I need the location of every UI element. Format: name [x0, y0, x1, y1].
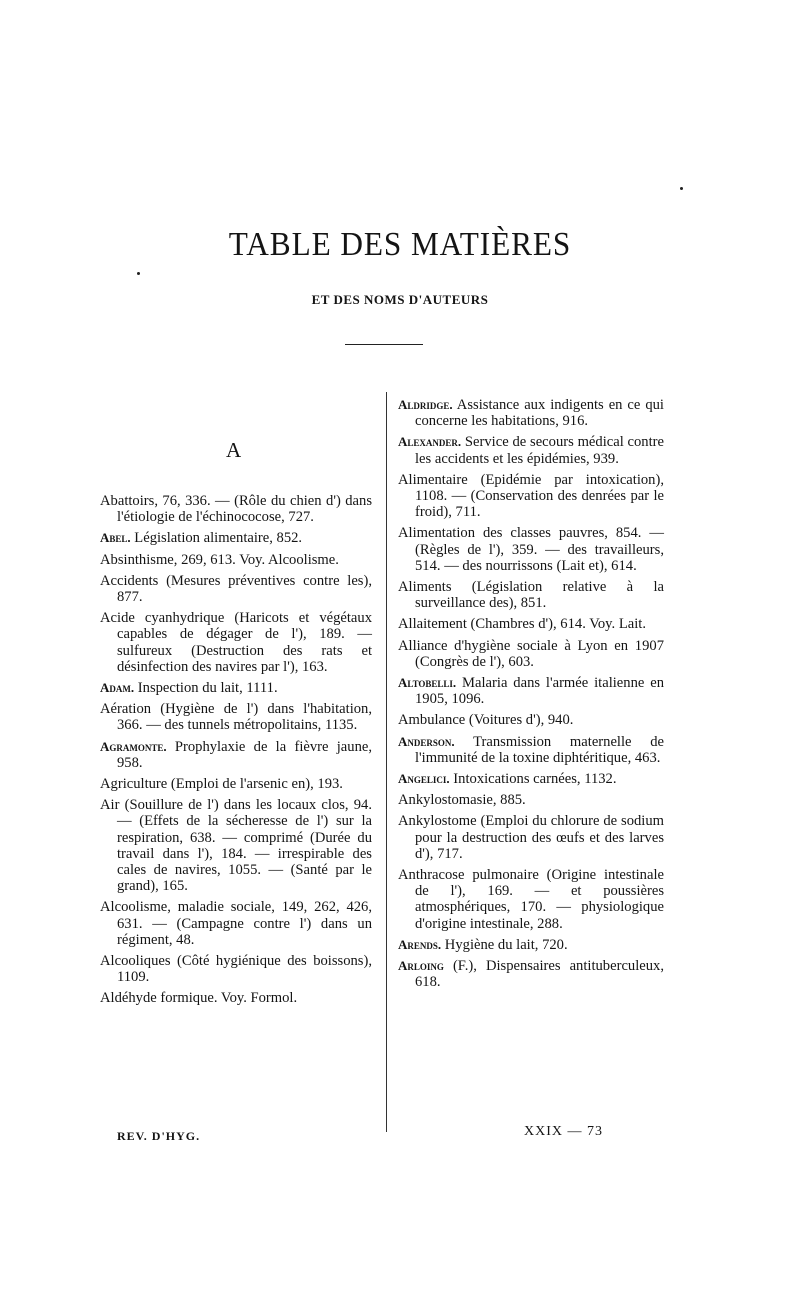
- entry-author: Adam.: [100, 680, 135, 696]
- entry-text: Alimentation des classes pauvres, 854. — (Règles de l'), 359. — des travailleurs, 514. — des nourrissons (Lait et), 614.: [398, 525, 664, 574]
- entry-text: Ambulance (Voitures d'), 940.: [398, 712, 574, 729]
- entry-text: Alliance d'hygiène sociale à Lyon en 1907 (Congrès de l'), 603.: [398, 637, 664, 670]
- index-entry: [100, 573, 372, 605]
- entry-text: Malaria dans l'armée italienne en 1905, 1096.: [415, 675, 664, 708]
- speck-mark: [680, 187, 683, 190]
- speck-mark: [137, 272, 140, 275]
- entry-text: Inspection du lait, 1111.: [134, 680, 278, 697]
- entry-text: Acide cyanhydrique (Haricots et végétaux capables de dégager de l'), 189. — sulfureux (Destruction des rats et désinfection des navires par l'), 163.: [100, 610, 372, 675]
- index-entry: [398, 813, 664, 862]
- footer-signature: XXIX — 73: [524, 1124, 603, 1139]
- index-entry: [398, 937, 664, 953]
- entry-author: Alexander.: [398, 434, 462, 450]
- index-entry: [398, 434, 664, 466]
- index-entry: [398, 616, 664, 632]
- entry-text: Ankylostomasie, 885.: [398, 792, 526, 809]
- entry-author: Arends.: [398, 936, 442, 952]
- entry-author: Anderson.: [398, 733, 455, 749]
- entry-text: Aliments (Législation relative à la surveillance des), 851.: [398, 579, 664, 612]
- left-column: [100, 493, 372, 1012]
- index-entry: [100, 680, 372, 696]
- entry-text: Aldéhyde formique. Voy. Formol.: [100, 990, 298, 1007]
- index-entry: [100, 552, 372, 568]
- index-entry: [100, 953, 372, 985]
- entry-text: Absinthisme, 269, 613. Voy. Alcoolisme.: [100, 551, 339, 568]
- index-entry: [398, 734, 664, 766]
- entry-text: Accidents (Mesures préventives contre les), 877.: [100, 572, 372, 606]
- entry-author: Altobelli.: [398, 675, 457, 691]
- entry-text: Allaitement (Chambres d'), 614. Voy. Lait.: [398, 616, 646, 633]
- entry-text: Agriculture (Emploi de l'arsenic en), 193.: [100, 776, 343, 793]
- index-entry: [100, 899, 372, 948]
- footer-journal: REV. D'HYG.: [117, 1129, 201, 1143]
- entry-text: Législation alimentaire, 852.: [130, 530, 303, 547]
- index-entry: [398, 867, 664, 932]
- entry-text: Alcoolisme, maladie sociale, 149, 262, 426, 631. — (Campagne contre l') dans un régiment, 48.: [100, 899, 372, 948]
- title-rule: [345, 344, 423, 345]
- index-entry: [398, 792, 664, 808]
- section-letter: A: [226, 438, 242, 462]
- entry-text: Alcooliques (Côté hygiénique des boissons), 1109.: [100, 953, 372, 986]
- entry-text: Prophylaxie de la fièvre jaune, 958.: [117, 738, 372, 771]
- index-entry: [398, 712, 664, 728]
- page-subtitle: ET DES NOMS D'AUTEURS: [311, 292, 489, 307]
- index-entry: [100, 701, 372, 733]
- entry-text: Hygiène du lait, 720.: [441, 936, 568, 953]
- entry-text: Assistance aux indigents en ce qui concerne les habitations, 916.: [415, 397, 664, 430]
- index-entry: [100, 776, 372, 792]
- entry-text: Service de secours médical contre les accidents et les épidémies, 939.: [415, 434, 664, 467]
- entry-text: Abattoirs, 76, 336. — (Rôle du chien d') dans l'étiologie de l'échinococose, 727.: [100, 493, 372, 526]
- entry-author: Arloing: [398, 958, 444, 974]
- index-entry: [100, 797, 372, 894]
- entry-author: Aldridge.: [398, 397, 453, 412]
- index-entry: [100, 990, 372, 1006]
- page-title: TABLE DES MATIÈRES: [228, 226, 572, 263]
- entry-text: Alimentaire (Epidémie par intoxication), 1108. — (Conservation des denrées par le froid), 711.: [398, 471, 664, 521]
- index-entry: [398, 397, 664, 429]
- index-entry: [398, 472, 664, 521]
- index-entry: [398, 675, 664, 707]
- right-column: [398, 397, 664, 996]
- index-entry: [398, 525, 664, 574]
- entry-text: Air (Souillure de l') dans les locaux clos, 94. — (Effets de la sécheresse de l') sur la respiration, 638. — comprimé (Durée du travail dans l'), 184. — irrespirable des cales de navires, 1055. — (Santé par le grand), 165.: [100, 797, 372, 895]
- index-entry: [100, 739, 372, 771]
- entry-text: Anthracose pulmonaire (Origine intestinale de l'), 169. — et poussières atmosphériques, 170. — physiologique d'origine intestinale, 288.: [398, 867, 664, 932]
- index-entry: [398, 771, 664, 787]
- entry-text: Ankylostome (Emploi du chlorure de sodium pour la destruction des œufs et des larves d'), 717.: [398, 813, 664, 862]
- entry-text: (F.), Dispensaires antituberculeux, 618.: [415, 958, 664, 991]
- entry-author: Angelici.: [398, 771, 450, 787]
- entry-text: Transmission maternelle de l'immunité de la toxine diphtéritique, 463.: [415, 733, 664, 766]
- entry-text: Aération (Hygiène de l') dans l'habitation, 366. — des tunnels métropolitains, 1135.: [100, 701, 372, 734]
- entry-author: Abel.: [100, 530, 131, 546]
- index-entry: [100, 493, 372, 525]
- index-entry: [398, 958, 664, 990]
- index-entry: [100, 530, 372, 546]
- column-divider: [386, 392, 387, 1132]
- index-entry: [398, 638, 664, 670]
- entry-text: Intoxications carnées, 1132.: [449, 771, 617, 788]
- entry-author: Agramonte.: [100, 738, 167, 754]
- index-entry: [100, 610, 372, 675]
- index-entry: [398, 579, 664, 611]
